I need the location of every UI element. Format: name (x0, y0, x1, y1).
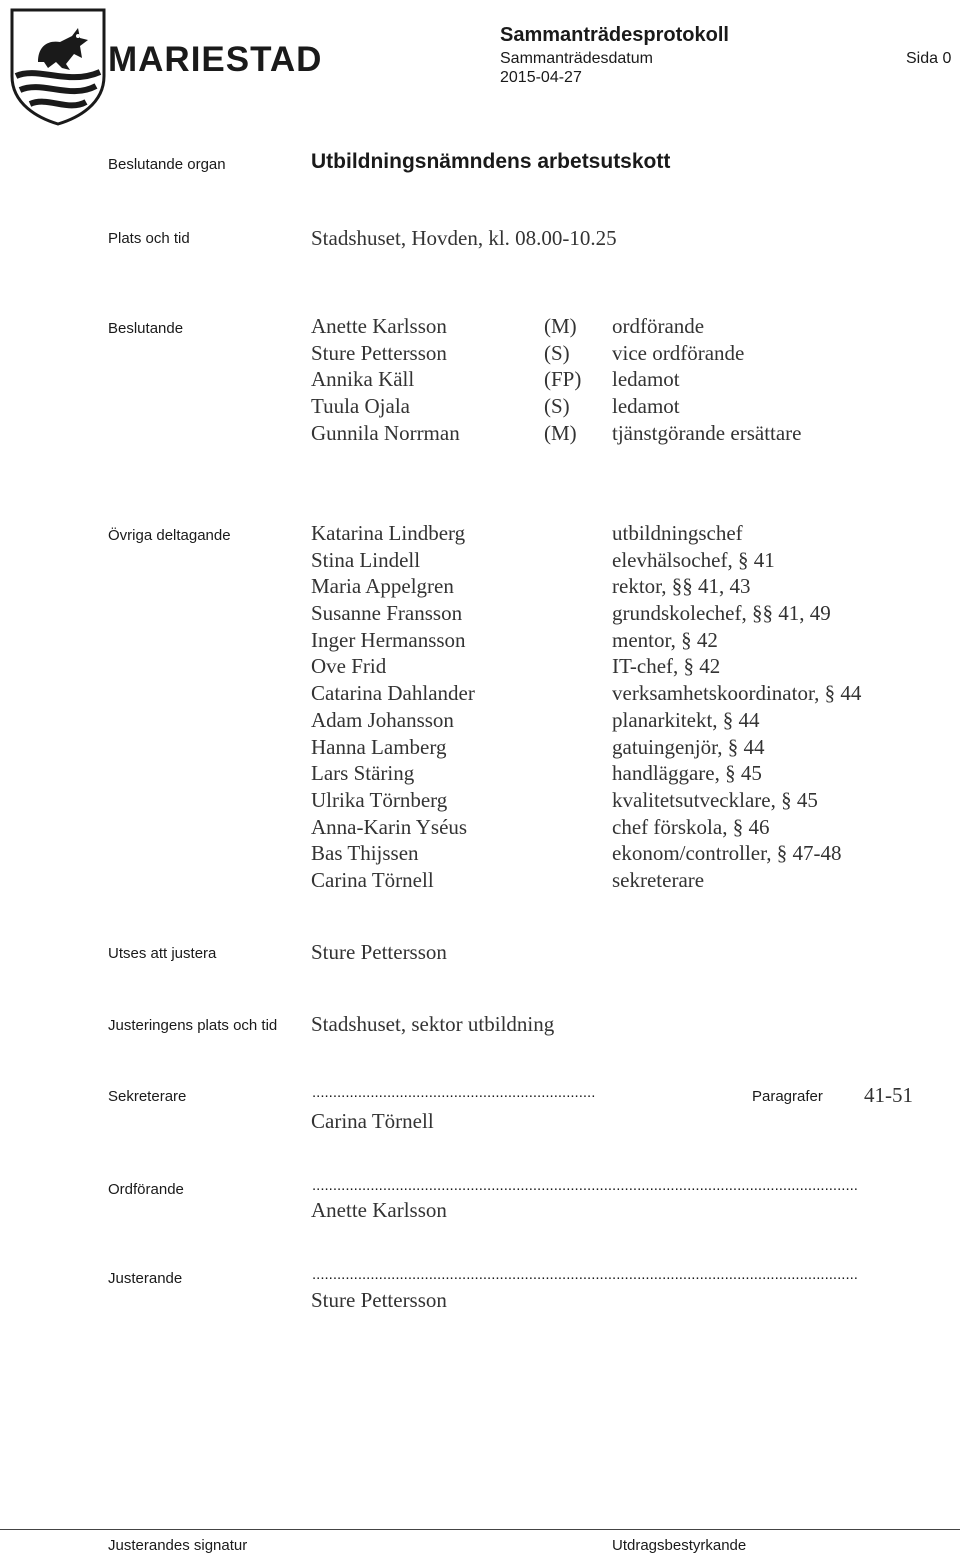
adjuster-label: Utses att justera (108, 945, 217, 962)
participant-role: planarkitekt, § 44 (612, 707, 760, 732)
org-name: MARIESTAD (108, 40, 323, 79)
member-name: Gunnila Norrman (311, 420, 460, 445)
participant-name: Catarina Dahlander (311, 681, 475, 706)
adjusting-name: Sture Pettersson (311, 1288, 447, 1312)
participant-name: Ulrika Törnberg (311, 787, 448, 812)
participant-role: verksamhetskoordinator, § 44 (612, 681, 862, 706)
member-party: (M) (544, 314, 577, 338)
adjust-place-value: Stadshuset, sektor utbildning (311, 1012, 555, 1036)
participant-role: utbildningschef (612, 521, 743, 545)
participant-name: Lars Stäring (311, 761, 415, 786)
member-name: Annika Käll (311, 367, 415, 392)
participant-role: gatuingenjör, § 44 (612, 734, 765, 759)
participant-role: handläggare, § 45 (612, 761, 762, 786)
page-number: Sida 0 (906, 50, 952, 67)
participant-role: ekonom/controller, § 47-48 (612, 841, 842, 866)
secretary-name: Carina Törnell (311, 1109, 434, 1133)
coat-of-arms-icon (8, 6, 108, 126)
member-role: ordförande (612, 314, 705, 338)
participant-name: Susanne Fransson (311, 601, 463, 626)
participant-role: IT-chef, § 42 (612, 654, 721, 679)
footer-divider (0, 1529, 960, 1530)
decision-makers-names (311, 313, 460, 446)
participant-role: rektor, §§ 41, 43 (612, 574, 751, 599)
member-role: ledamot (612, 367, 680, 392)
adjusting-label: Justerande (108, 1270, 183, 1287)
participant-name: Anna-Karin Yséus (311, 814, 468, 839)
secretary-signature-line: .................................................................... (312, 1084, 596, 1101)
participant-name: Katarina Lindberg (311, 521, 466, 545)
member-name: Anette Karlsson (311, 314, 447, 338)
member-role: ledamot (612, 394, 680, 419)
chair-signature-line: ................................................................................................................................... (312, 1177, 858, 1194)
member-role: tjänstgörande ersättare (612, 420, 802, 445)
chair-label: Ordförande (108, 1181, 184, 1198)
member-party: (FP) (544, 367, 582, 392)
adjuster-value: Sture Pettersson (311, 940, 447, 964)
participant-name: Carina Törnell (311, 867, 434, 892)
member-role: vice ordförande (612, 340, 745, 365)
participant-role: elevhälsochef, § 41 (612, 547, 775, 572)
member-party: (M) (544, 420, 577, 445)
participants-names (311, 520, 475, 894)
decision-makers-parties (544, 313, 581, 446)
participant-name: Adam Johansson (311, 707, 454, 732)
organ-label: Beslutande organ (108, 156, 226, 173)
decision-makers-label: Beslutande (108, 320, 184, 337)
signature-label: Justerandes signatur (108, 1537, 248, 1554)
extract-label: Utdragsbestyrkande (612, 1537, 747, 1554)
meeting-date: 2015-04-27 (500, 69, 582, 86)
participant-name: Hanna Lamberg (311, 734, 447, 759)
participant-name: Bas Thijssen (311, 841, 419, 866)
participant-name: Ove Frid (311, 654, 387, 679)
mariestad-logo (8, 6, 323, 126)
participant-name: Inger Hermansson (311, 627, 466, 652)
place-time-value: Stadshuset, Hovden, kl. 08.00-10.25 (311, 226, 617, 250)
participant-name: Maria Appelgren (311, 574, 454, 599)
participant-role: mentor, § 42 (612, 627, 718, 652)
adjusting-signature-line: ................................................................................................................................... (312, 1266, 858, 1283)
participants-roles (612, 520, 861, 894)
adjust-place-label: Justeringens plats och tid (108, 1017, 278, 1034)
participant-role: kvalitetsutvecklare, § 45 (612, 787, 818, 812)
organ-value: Utbildningsnämndens arbetsutskott (311, 150, 671, 173)
participant-role: grundskolechef, §§ 41, 49 (612, 601, 831, 626)
participant-role: chef förskola, § 46 (612, 814, 770, 839)
others-label: Övriga deltagande (108, 527, 231, 544)
member-party: (S) (544, 340, 570, 365)
document-title: Sammanträdesprotokoll (500, 24, 729, 46)
paragraphs-label: Paragrafer (752, 1088, 823, 1105)
secretary-label: Sekreterare (108, 1088, 187, 1105)
place-time-label: Plats och tid (108, 230, 190, 247)
participant-role: sekreterare (612, 867, 705, 892)
chair-name: Anette Karlsson (311, 1198, 447, 1222)
member-name: Tuula Ojala (311, 394, 410, 419)
paragraphs-value: 41-51 (864, 1083, 913, 1107)
meeting-date-label: Sammanträdesdatum (500, 50, 653, 67)
member-name: Sture Pettersson (311, 340, 447, 365)
participant-name: Stina Lindell (311, 547, 421, 572)
decision-makers-roles (612, 313, 802, 446)
member-party: (S) (544, 394, 570, 419)
